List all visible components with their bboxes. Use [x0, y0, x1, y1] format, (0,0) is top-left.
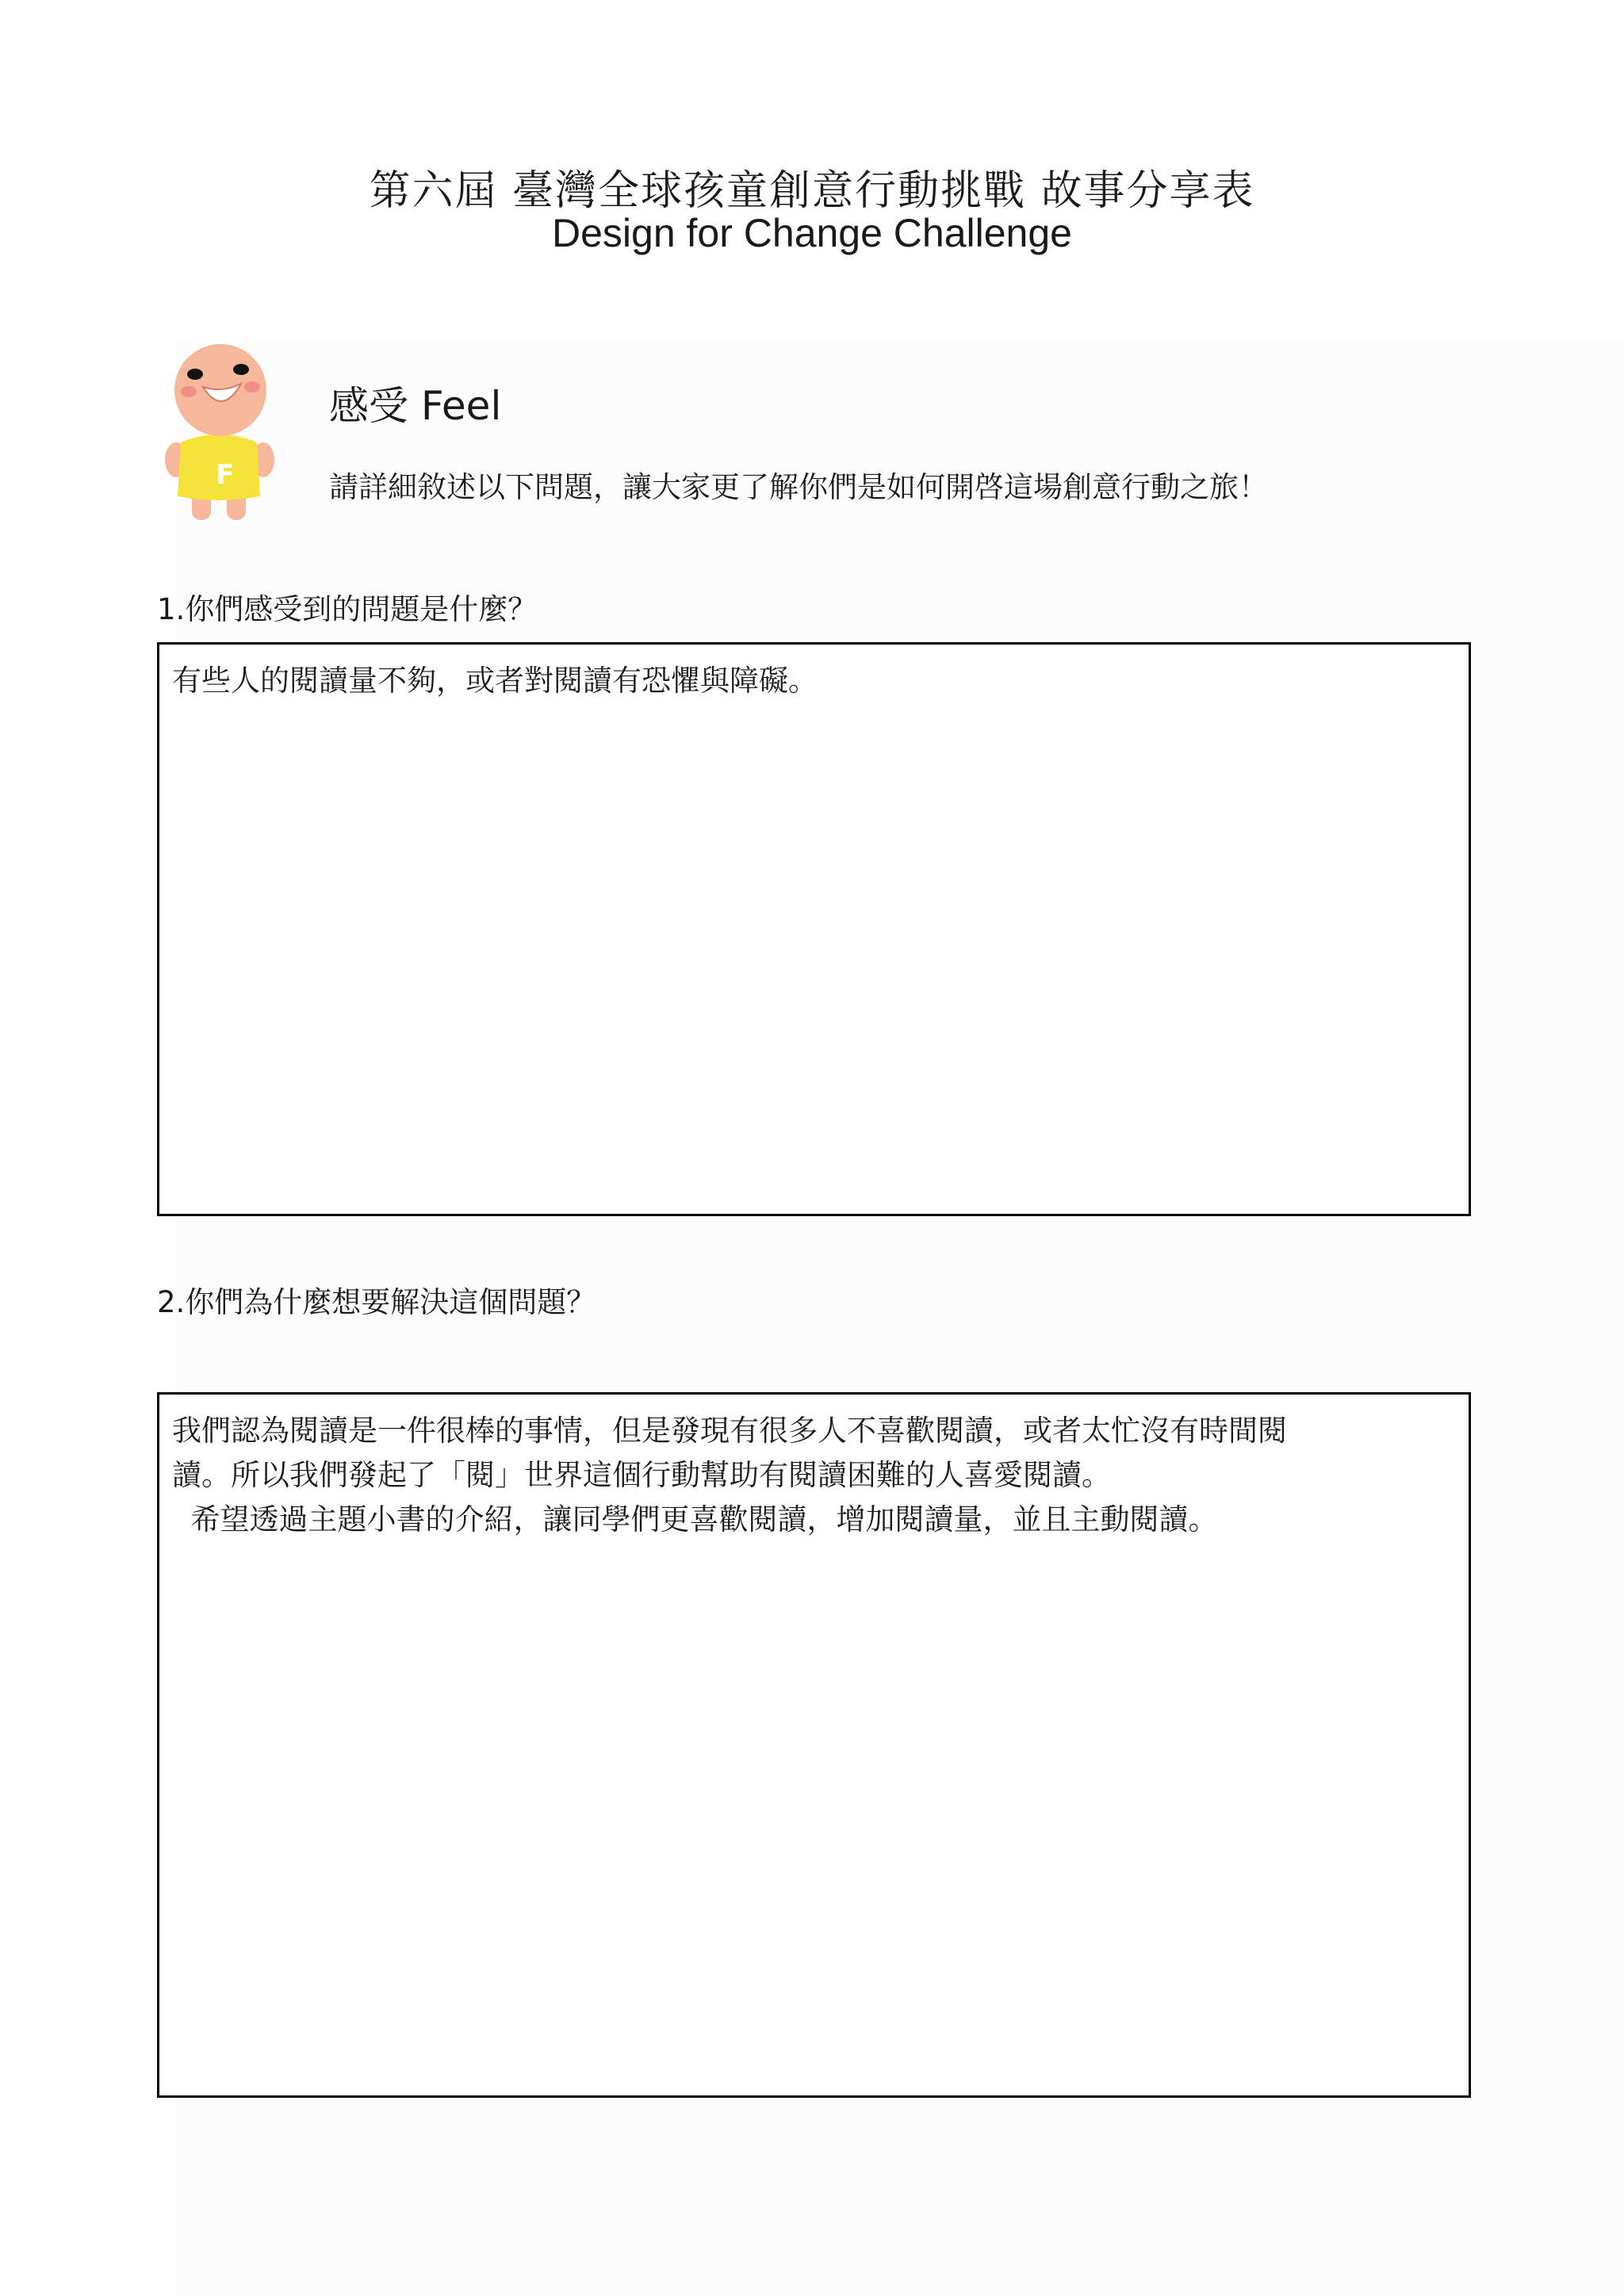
answer-2-line: 讀。所以我們發起了「閱」世界這個行動幫助有閱讀困難的人喜愛閱讀。 — [172, 1458, 1111, 1492]
mascot-icon — [159, 341, 285, 531]
answer-1-line: 有些人的閱讀量不夠，或者對閱讀有恐懼與障礙。 — [172, 664, 818, 698]
section-title: 感受 Feel — [329, 383, 502, 429]
answer-2-line: 希望透過主題小書的介紹，讓同學們更喜歡閱讀，增加閱讀量，並且主動閱讀。 — [172, 1502, 1218, 1536]
answer-2-box[interactable] — [157, 1392, 1471, 2098]
question-2-label: 2.你們為什麼想要解決這個問題？ — [157, 1285, 596, 1319]
answer-1-box[interactable] — [157, 642, 1471, 1216]
mascot-shirt-letter: F — [216, 459, 235, 491]
question-1-label: 1.你們感受到的問題是什麼？ — [157, 592, 538, 626]
answer-2-line: 我們認為閱讀是一件很棒的事情，但是發現有很多人不喜歡閱讀，或者太忙沒有時間閱 — [172, 1414, 1287, 1448]
page-title-english: Design for Change Challenge — [552, 211, 1072, 255]
section-description: 請詳細敘述以下問題，讓大家更了解你們是如何開啓這場創意行動之旅！ — [329, 470, 1268, 504]
page-title-chinese: 第六屆 臺灣全球孩童創意行動挑戰 故事分享表 — [369, 167, 1255, 215]
